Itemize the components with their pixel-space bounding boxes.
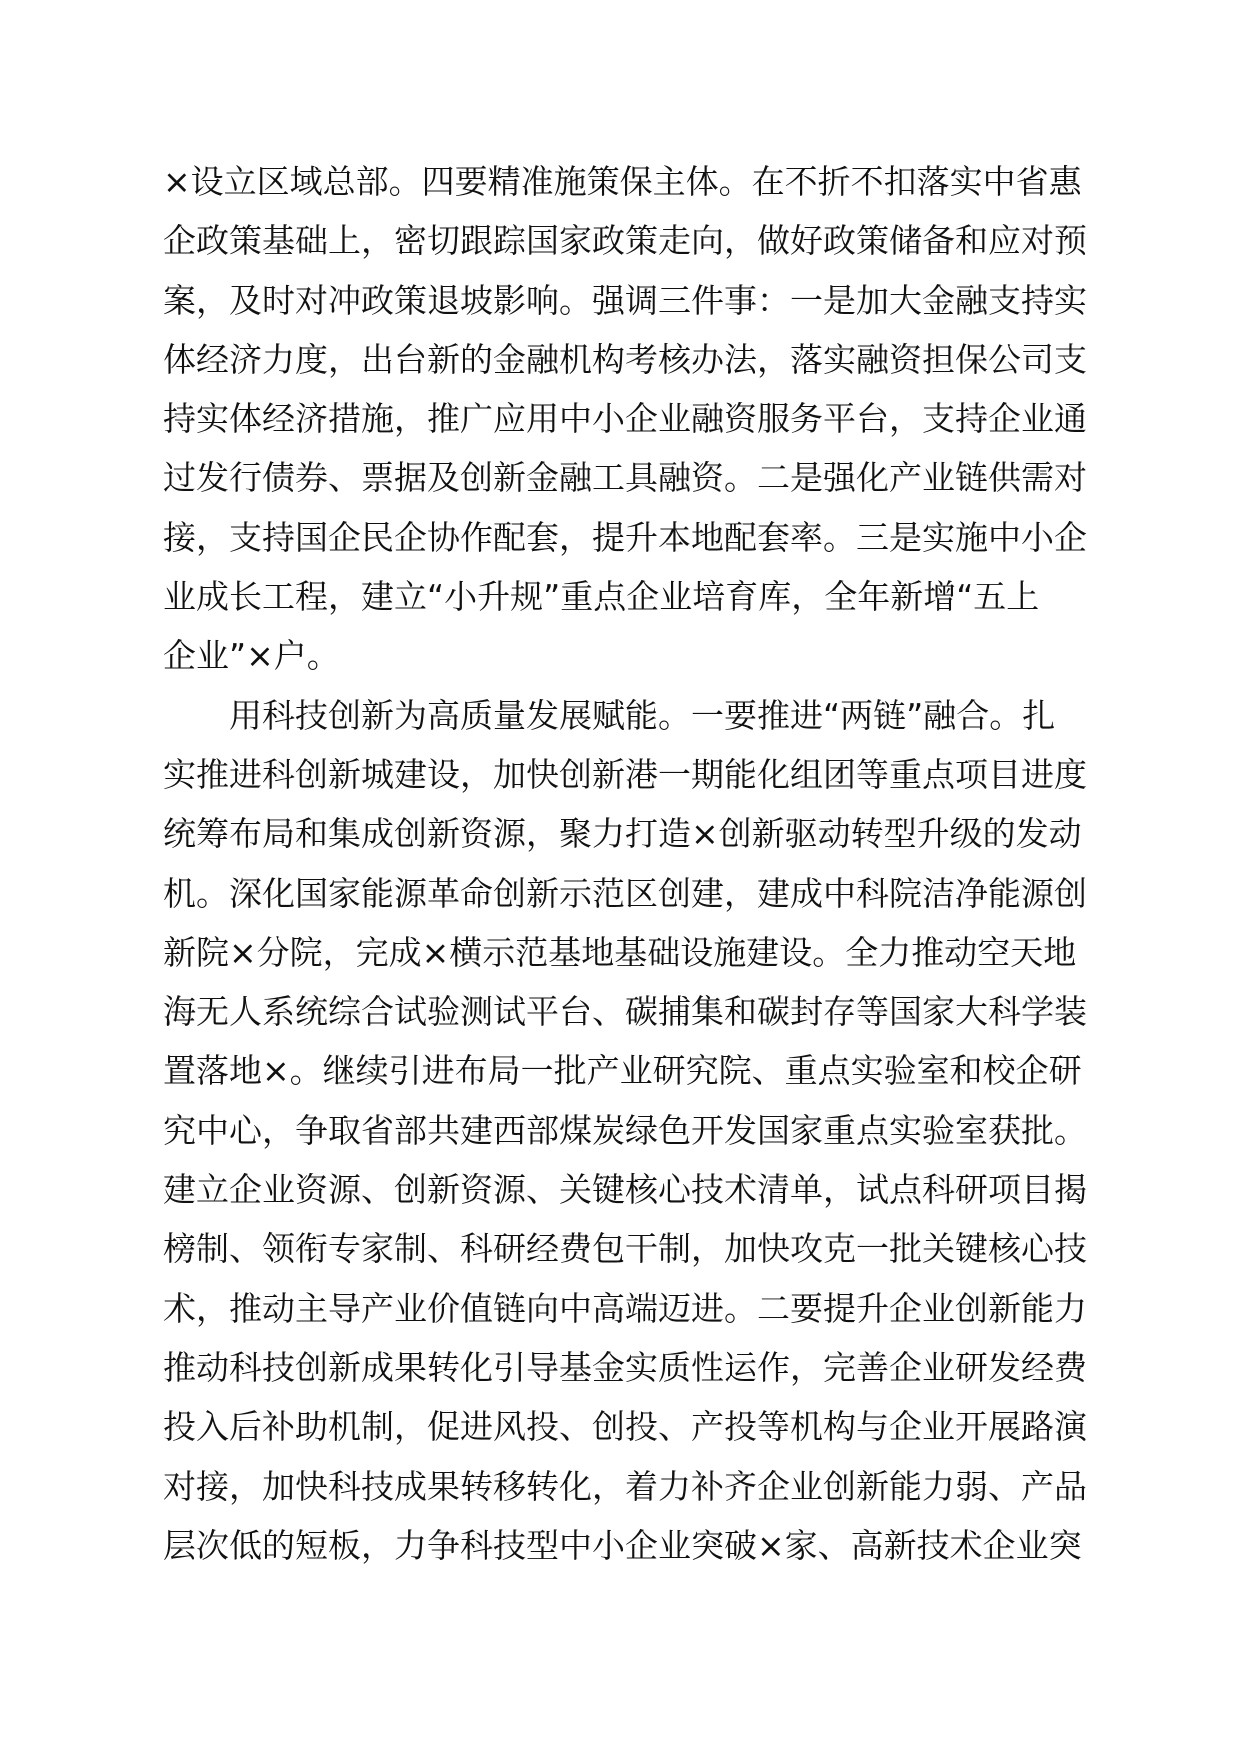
text-line: 统筹布局和集成创新资源，聚力打造×创新驱动转型升级的发动: [163, 814, 1082, 854]
text-line: 业成长工程，建立“小升规”重点企业培育库，全年新增“五上: [163, 577, 1040, 617]
text-line: 对接，加快科技成果转移转化，着力补齐企业创新能力弱、产品: [163, 1466, 1087, 1506]
text-line: 建立企业资源、创新资源、关键核心技术清单，试点科研项目揭: [163, 1170, 1087, 1210]
text-line: 海无人系统综合试验测试平台、碳捕集和碳封存等国家大科学装: [163, 992, 1087, 1032]
text-line: 机。深化国家能源革命创新示范区创建，建成中科院洁净能源创: [163, 873, 1087, 913]
text-line: 案，及时对冲政策退坡影响。强调三件事：一是加大金融支持实: [163, 280, 1087, 320]
text-line: 投入后补助机制，促进风投、创投、产投等机构与企业开展路演: [163, 1407, 1087, 1447]
text-line: 持实体经济措施，推广应用中小企业融资服务平台，支持企业通: [163, 399, 1087, 439]
text-line: 实推进科创新城建设，加快创新港一期能化组团等重点项目进度: [163, 754, 1087, 794]
text-line: 推动科技创新成果转化引导基金实质性运作，完善企业研发经费: [163, 1347, 1087, 1387]
text-line: ×设立区域总部。四要精准施策保主体。在不折不扣落实中省惠: [163, 162, 1082, 201]
text-line: 体经济力度，出台新的金融机构考核办法，落实融资担保公司支: [163, 339, 1087, 379]
text-line: 置落地×。继续引进布局一批产业研究院、重点实验室和校企研: [163, 1051, 1082, 1091]
text-line: 过发行债券、票据及创新金融工具融资。二是强化产业链供需对: [163, 458, 1087, 498]
text-line: 术，推动主导产业价值链向中高端迈进。二要提升企业创新能力: [163, 1288, 1087, 1328]
text-line: 究中心，争取省部共建西部煤炭绿色开发国家重点实验室获批。: [163, 1110, 1087, 1150]
text-line: 层次低的短板，力争科技型中小企业突破×家、高新技术企业突: [163, 1525, 1082, 1565]
text-line: 企业”×户。: [163, 636, 340, 676]
text-line: 榜制、领衔专家制、科研经费包干制，加快攻克一批关键核心技: [163, 1229, 1087, 1269]
text-line: 企政策基础上，密切跟踪国家政策走向，做好政策储备和应对预: [163, 221, 1087, 261]
body-text: [163, 152, 1123, 1575]
text-line: 新院×分院，完成×横示范基地基础设施建设。全力推动空天地: [163, 932, 1077, 972]
paragraph-start-line: 用科技创新为高质量发展赋能。一要推进“两链”融合。扎: [163, 695, 1056, 735]
text-line: 接，支持国企民企协作配套，提升本地配套率。三是实施中小企: [163, 517, 1087, 557]
